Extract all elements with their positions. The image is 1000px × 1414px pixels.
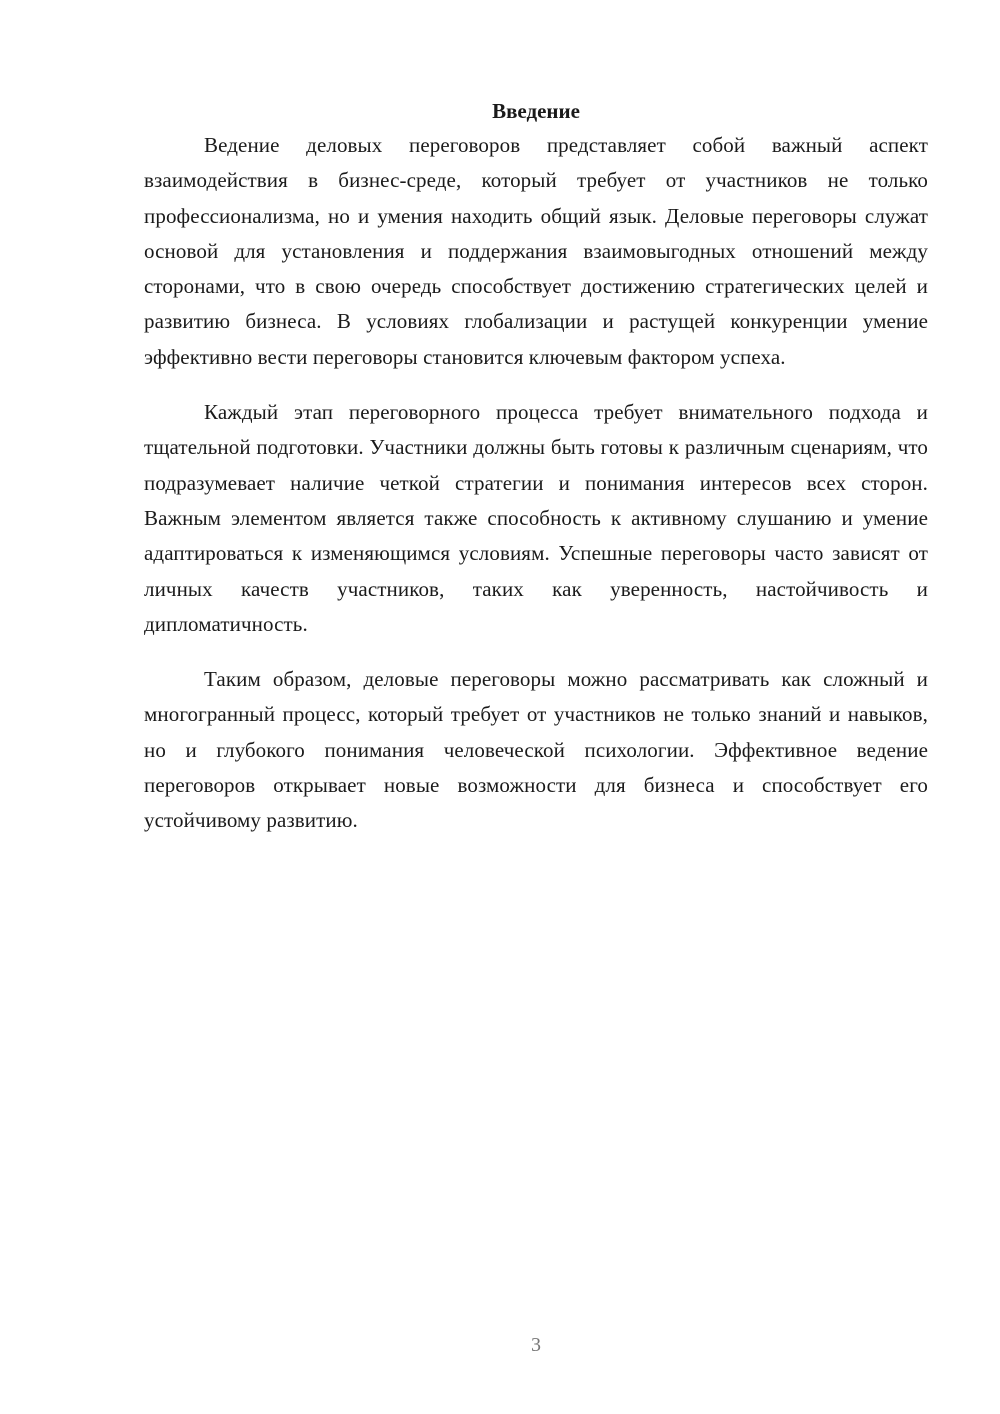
page-content (144, 96, 928, 859)
section-heading: Введение (492, 99, 580, 123)
paragraph-2: Каждый этап переговорного процесса требует внимательного подхода и тщательной подготовки. Участники должны быть готовы к различным сценариям, что подразумевает наличие четкой стратегии и понимания интересов всех сторон. Важным элементом является также способность к активному слушанию и умение адаптироваться к изменяющимся условиям. Успешные переговоры часто зависят от личных качеств участников, таких как уверенность, настойчивость и дипломатичность. (144, 400, 928, 636)
page-number: 3 (531, 1334, 541, 1356)
paragraph-3: Таким образом, деловые переговоры можно рассматривать как сложный и многогранный процесс, который требует от участников не только знаний и навыков, но и глубокого понимания человеческой психологии. Эффективное ведение переговоров открывает новые возможности для бизнеса и способствует его устойчивому развитию. (144, 667, 928, 833)
paragraph-1: Ведение деловых переговоров представляет собой важный аспект взаимодействия в бизнес-среде, который требует от участников не только профессионализма, но и умения находить общий язык. Деловые переговоры служат основой для установления и поддержания взаимовыгодных отношений между сторонами, что в свою очередь способствует достижению стратегических целей и развитию бизнеса. В условиях глобализации и растущей конкуренции умение эффективно вести переговоры становится ключевым фактором успеха. (144, 133, 928, 369)
